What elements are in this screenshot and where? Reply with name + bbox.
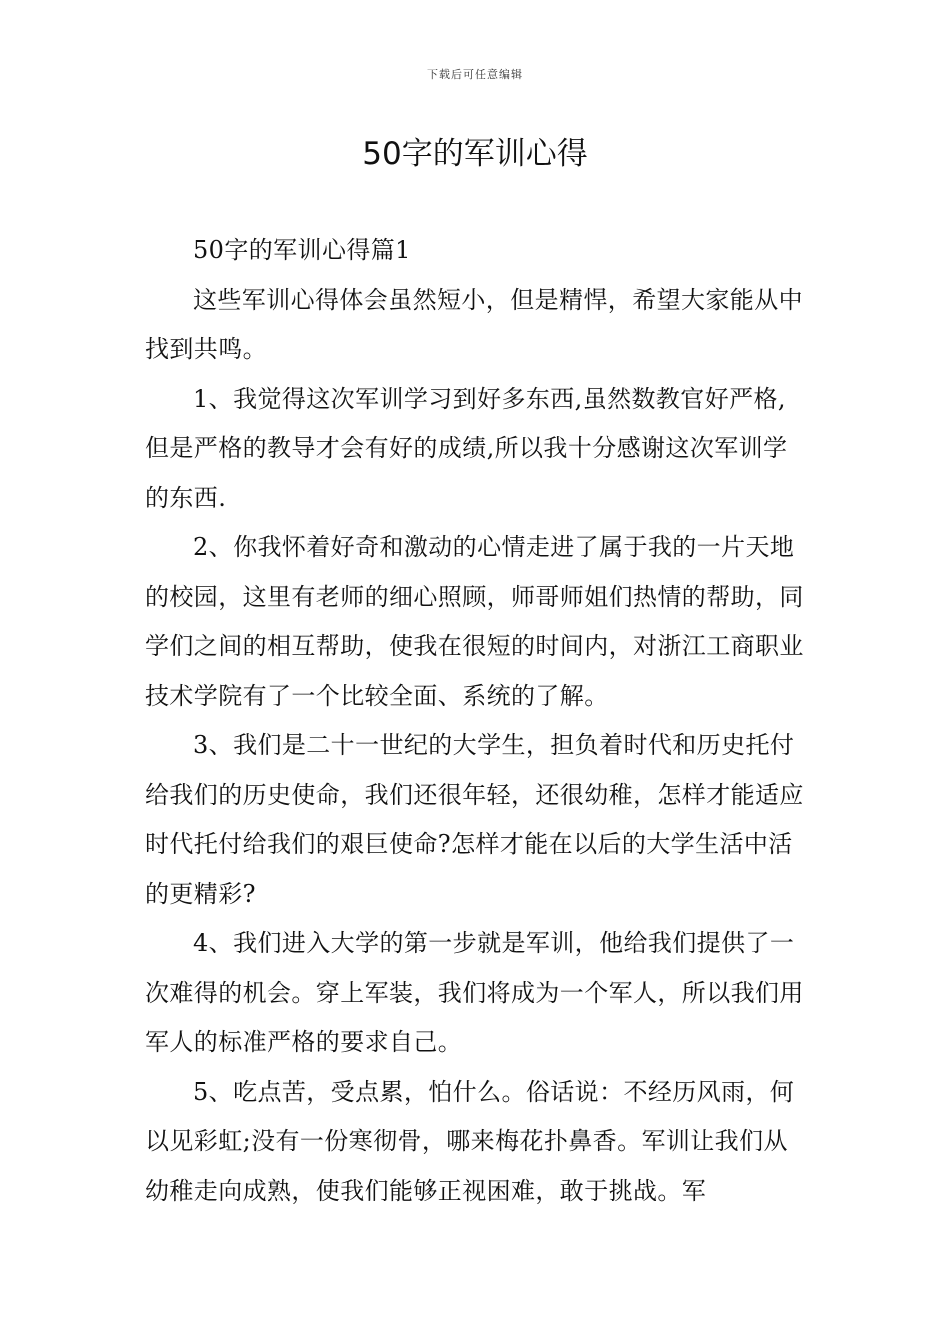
header-note: 下载后可任意编辑: [427, 68, 523, 81]
section-heading: 50字的军训心得篇1: [193, 236, 411, 264]
paragraph-item-5: 5、吃点苦，受点累，怕什么。俗话说：不经历风雨，何以见彩虹;没有一份寒彻骨，哪来梅花扑鼻香。军训让我们从幼稚走向成熟，使我们能够正视困难，敢于挑战。军: [145, 1077, 795, 1205]
document-body: [145, 226, 807, 1216]
paragraph-item-3: 3、我们是二十一世纪的大学生，担负着时代和历史托付给我们的历史使命，我们还很年轻，还很幼稚，怎样才能适应时代托付给我们的艰巨使命?怎样才能在以后的大学生活中活的更精彩?: [145, 731, 804, 908]
document-title: 50字的军训心得: [362, 136, 588, 172]
paragraph-item-1: 1、我觉得这次军训学习到好多东西,虽然数教官好严格,但是严格的教导才会有好的成绩,所以我十分感谢这次军训学的东西.: [145, 384, 788, 512]
paragraph-item-4: 4、我们进入大学的第一步就是军训，他给我们提供了一次难得的机会。穿上军装，我们将成为一个军人，所以我们用军人的标准严格的要求自己。: [145, 929, 804, 1056]
paragraph-intro: 这些军训心得体会虽然短小，但是精悍，希望大家能从中找到共鸣。: [145, 285, 803, 363]
paragraph-item-2: 2、你我怀着好奇和激动的心情走进了属于我的一片天地的校园，这里有老师的细心照顾，师哥师姐们热情的帮助，同学们之间的相互帮助，使我在很短的时间内，对浙江工商职业技术学院有了一个比较全面、系统的了解。: [145, 533, 804, 710]
